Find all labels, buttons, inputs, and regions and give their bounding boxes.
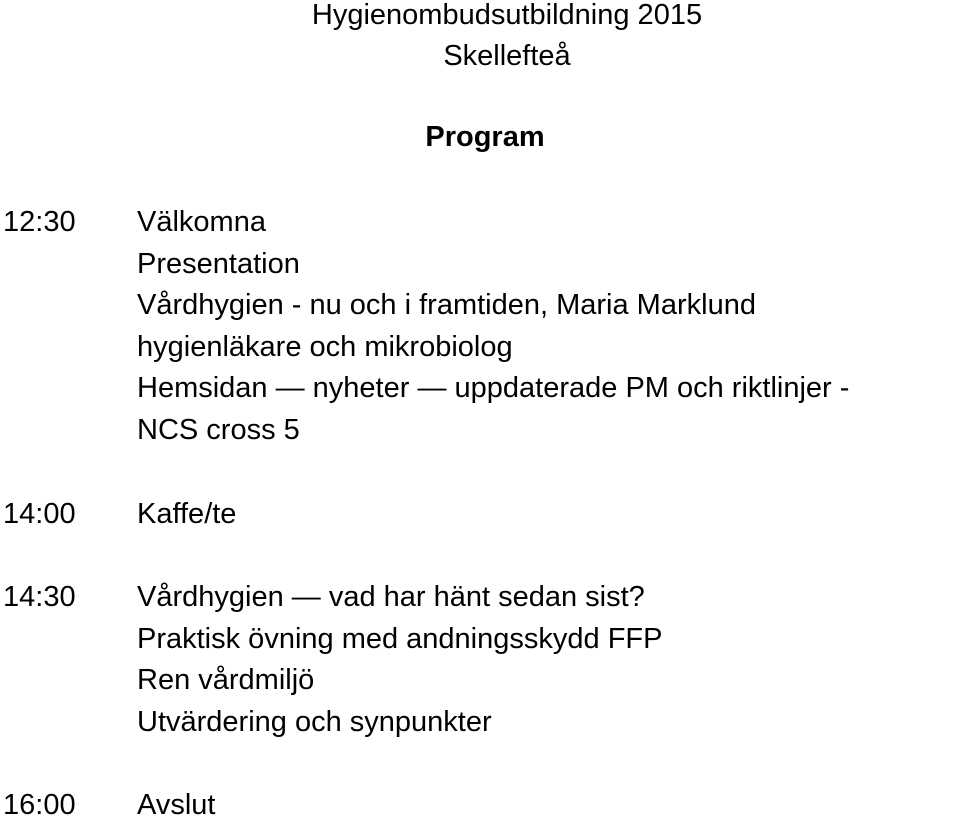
document-title: Hygienombudsutbildning 2015 [311,0,703,31]
schedule-item: Avslut [137,789,216,821]
schedule-item: Utvärdering och synpunkter [137,706,492,738]
schedule-item: NCS cross 5 [137,414,300,446]
document-location: Skellefteå [443,40,571,72]
schedule-item: hygienläkare och mikrobiolog [137,331,513,363]
schedule-item: Vårdhygien — vad har hänt sedan sist? [137,581,645,613]
schedule-item: Praktisk övning med andningsskydd FFP [137,623,663,655]
schedule-time: 14:30 [3,581,76,613]
schedule-item: Kaffe/te [137,498,237,530]
schedule-time: 12:30 [3,206,76,238]
schedule-item: Presentation [137,248,300,280]
schedule-item: Hemsidan — nyheter — uppdaterade PM och riktlinjer - [137,372,850,404]
program-heading: Program [425,121,545,153]
schedule-time: 16:00 [3,789,76,821]
schedule-item: Vårdhygien - nu och i framtiden, Maria Marklund [137,289,756,321]
schedule-time: 14:00 [3,498,76,530]
schedule-item: Ren vårdmiljö [137,664,315,696]
schedule-item: Välkomna [137,206,266,238]
